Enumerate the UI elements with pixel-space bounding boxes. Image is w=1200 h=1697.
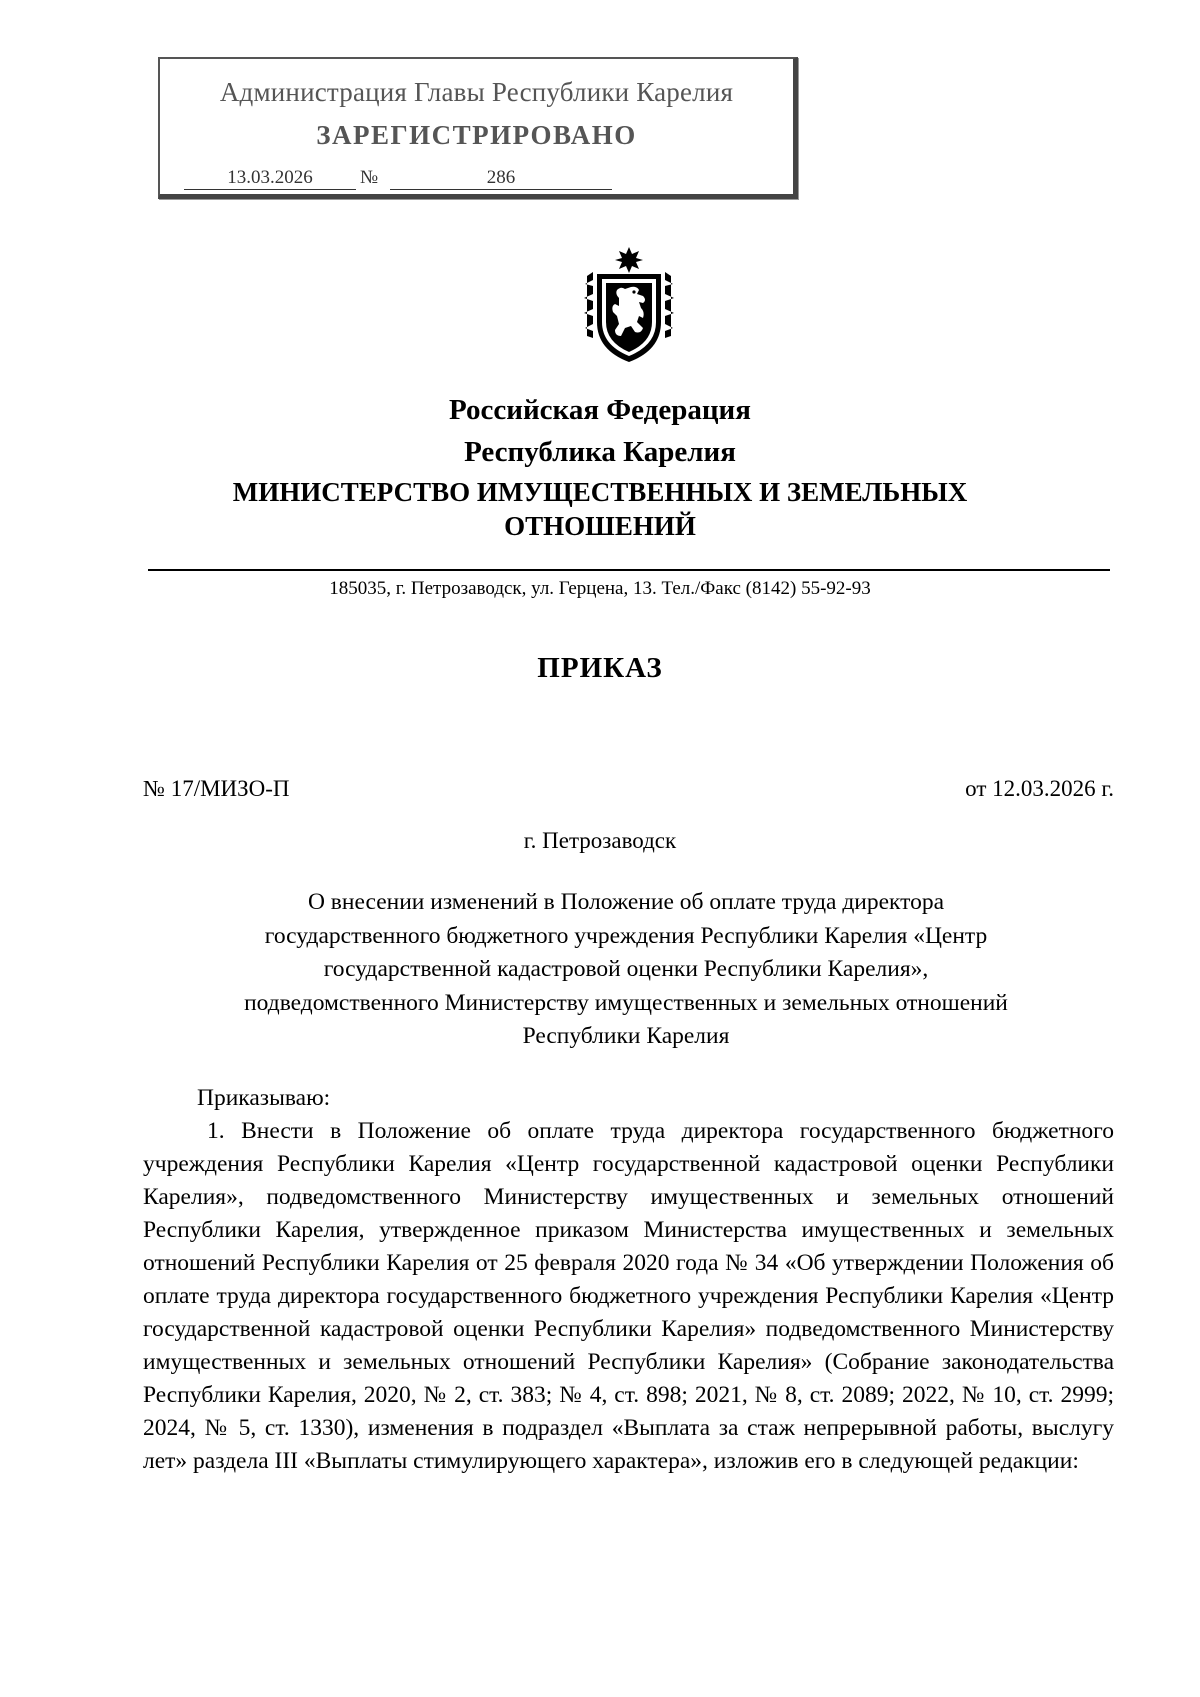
order-number: № 17/МИЗО-П bbox=[143, 776, 290, 801]
subject-line: подведомственного Министерству имущественных и земельных отношений bbox=[244, 989, 1008, 1016]
order-body bbox=[143, 1082, 1114, 1478]
header-ministry-line1: МИНИСТЕРСТВО ИМУЩЕСТВЕННЫХ И ЗЕМЕЛЬНЫХ bbox=[232, 477, 968, 507]
registration-stamp bbox=[158, 57, 798, 199]
subject-line: Республики Карелия bbox=[522, 1023, 730, 1049]
coat-of-arms-icon bbox=[581, 246, 677, 366]
order-paragraph-1: 1. Внести в Положение об оплате труда директора государственного бюджетного учреждения Республики Карелия «Центр государственной кадастровой оценки Республики Карелия», подведомственного Министерству имущественных и земельных отношений Республики Карелия, утвержденное приказом Министерства имущественных и земельных отношений Республики Карелия от 25 февраля 2020 года № 34 «Об утверждении Положения об оплате труда директора государственного бюджетного учреждения Республики Карелия «Центр государственной кадастровой оценки Республики Карелия» подведомственного Министерству имущественных и земельных отношений Республики Карелия» (Собрание законодательства Республики Карелия, 2020, № 2, ст. 383; № 4, ст. 898; 2021, № 8, ст. 2089; 2022, № 10, ст. 2999; 2024, № 5, ст. 1330), изменения в подраздел «Выплата за стаж непрерывной работы, выслугу лет» раздела III «Выплаты стимулирующего характера», изложив его в следующей редакции: bbox=[143, 1118, 1114, 1474]
header-ministry-line2: ОТНОШЕНИЙ bbox=[504, 511, 696, 541]
stamp-status: ЗАРЕГИСТРИРОВАНО bbox=[316, 120, 637, 150]
subject-line: государственной кадастровой оценки Республики Карелия», bbox=[323, 956, 929, 982]
stamp-organization: Администрация Главы Республики Карелия bbox=[219, 77, 734, 107]
header-divider bbox=[148, 569, 1110, 571]
stamp-date: 13.03.2026 bbox=[184, 167, 356, 190]
stamp-number-label: № bbox=[360, 167, 379, 188]
header-federation: Российская Федерация bbox=[449, 394, 751, 426]
ministry-address: 185035, г. Петрозаводск, ул. Герцена, 13. Тел./Факс (8142) 55-92-93 bbox=[329, 578, 871, 599]
subject-line: О внесении изменений в Положение об оплате труда директора bbox=[307, 889, 945, 915]
order-date: от 12.03.2026 г. bbox=[965, 776, 1114, 801]
document-title: ПРИКАЗ bbox=[537, 652, 663, 684]
header-republic: Республика Карелия bbox=[464, 436, 736, 468]
order-subject bbox=[140, 886, 1112, 1054]
order-city: г. Петрозаводск bbox=[523, 828, 677, 853]
stamp-number: 286 bbox=[390, 167, 612, 190]
subject-line: государственного бюджетного учреждения Республики Карелия «Центр bbox=[264, 922, 988, 949]
order-intro: Приказываю: bbox=[197, 1085, 331, 1111]
